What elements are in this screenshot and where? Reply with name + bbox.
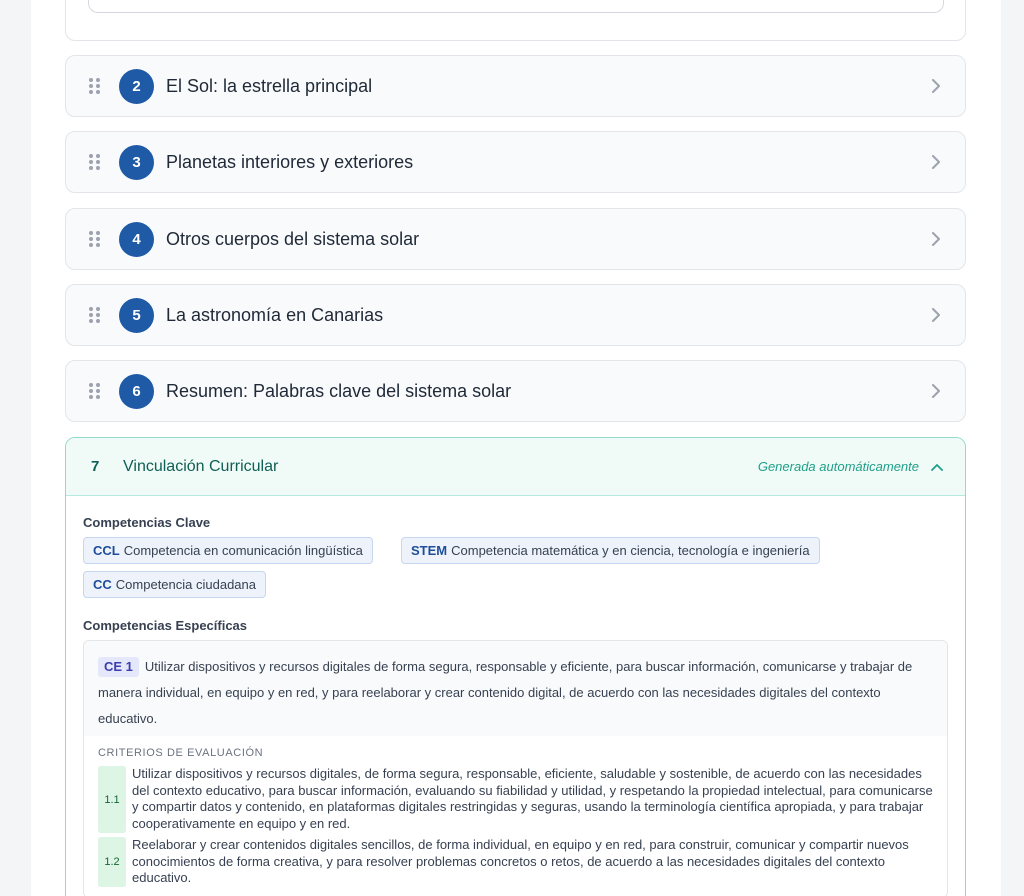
lesson-number: 6 <box>119 374 154 409</box>
criterion-text: Utilizar dispositivos y recursos digitales, de forma segura, responsable, eficiente, saludable y sostenible, de acuerdo con las necesidades del contexto educativo, para buscar información, evaluando su fiabilidad y utilidad, y respetando la propiedad intelectual, para comunicarse y compartir datos y contenido, en plataformas digitales restringidas y seguras, usando la terminología científica apropiada, y para trabajar cooperativamente en equipo y en red. <box>132 766 933 831</box>
curriculum-section <box>65 437 966 896</box>
key-competence-chip <box>401 537 820 564</box>
drag-handle-icon[interactable] <box>89 307 99 323</box>
competence-code: STEM <box>411 543 448 558</box>
competence-name: Competencia ciudadana <box>115 577 256 592</box>
criterion-row <box>98 766 938 833</box>
lesson-title: Otros cuerpos del sistema solar <box>166 228 420 249</box>
text-field[interactable] <box>88 0 944 13</box>
key-competences-label: Competencias Clave <box>83 515 211 530</box>
specific-competences-label: Competencias Específicas <box>83 618 248 633</box>
lesson-item[interactable] <box>65 208 966 270</box>
lesson-item[interactable] <box>65 55 966 117</box>
drag-handle-icon[interactable] <box>89 78 99 94</box>
competence-name: Competencia matemática y en ciencia, tecnología e ingeniería <box>451 543 810 558</box>
lesson-item[interactable] <box>65 131 966 193</box>
specific-competence-text <box>98 654 933 732</box>
lesson-plan-page <box>31 0 1001 896</box>
criterion-code: 1.2 <box>98 837 126 887</box>
criterion-row <box>98 837 938 887</box>
auto-generated-label: Generada automáticamente <box>757 459 919 474</box>
drag-handle-icon[interactable] <box>89 154 99 170</box>
chevron-right-icon[interactable] <box>927 153 945 171</box>
criterion-code: 1.1 <box>98 766 126 833</box>
key-competence-chip <box>83 571 266 598</box>
specific-competence-code: CE 1 <box>98 657 139 677</box>
chevron-right-icon[interactable] <box>927 306 945 324</box>
lesson-title: La astronomía en Canarias <box>166 304 384 325</box>
lesson-title: El Sol: la estrella principal <box>166 75 373 96</box>
criterion-text: Reelaborar y crear contenidos digitales sencillos, de forma individual, en equipo y en red, para construir, comunicar y compartir nuevos conocimientos de forma creativa, y para resolver problemas concretos o retos, de acuerdo a las necesidades digitales del contexto educativo. <box>132 837 909 885</box>
lesson-number: 4 <box>119 222 154 257</box>
lesson-title: Planetas interiores y exteriores <box>166 151 414 172</box>
key-competence-chip <box>83 537 373 564</box>
section-title: Vinculación Curricular <box>123 457 279 475</box>
specific-competence-card <box>83 640 948 896</box>
lesson-number: 3 <box>119 145 154 180</box>
drag-handle-icon[interactable] <box>89 231 99 247</box>
curriculum-header[interactable] <box>66 438 965 496</box>
lesson-item[interactable] <box>65 284 966 346</box>
chevron-right-icon[interactable] <box>927 77 945 95</box>
lesson-number: 2 <box>119 69 154 104</box>
chevron-right-icon[interactable] <box>927 230 945 248</box>
criteria-label: CRITERIOS DE EVALUACIÓN <box>98 747 264 759</box>
previous-section-card <box>65 0 966 41</box>
lesson-number: 5 <box>119 298 154 333</box>
drag-handle-icon[interactable] <box>89 383 99 399</box>
competence-code: CC <box>93 577 112 592</box>
specific-competence-description: Utilizar dispositivos y recursos digitales de forma segura, responsable y eficiente, para buscar información, comunicarse y trabajar de manera individual, en equipo y en red, y para reelaborar y crear contenido digital, de acuerdo con las necesidades digitales del contexto educativo. <box>98 659 913 726</box>
lesson-title: Resumen: Palabras clave del sistema solar <box>166 380 512 401</box>
chevron-right-icon[interactable] <box>927 382 945 400</box>
competence-code: CCL <box>93 543 120 558</box>
section-number: 7 <box>91 458 100 475</box>
competence-name: Competencia en comunicación lingüística <box>123 543 363 558</box>
chevron-up-icon[interactable] <box>929 459 945 475</box>
lesson-item[interactable] <box>65 360 966 422</box>
